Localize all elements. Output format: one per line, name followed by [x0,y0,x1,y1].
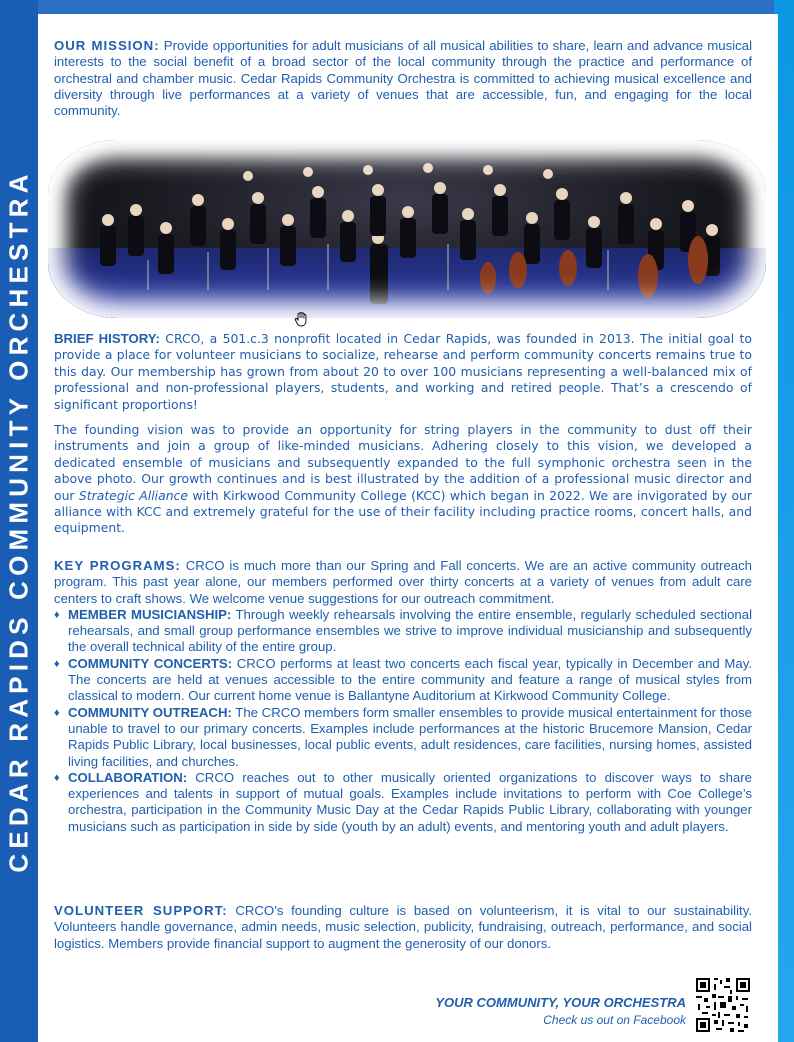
top-frame-band [0,0,794,14]
program-label: COLLABORATION: [68,769,188,785]
footer-slogan: YOUR COMMUNITY, YOUR ORCHESTRA [435,995,686,1010]
history-heading: BRIEF HISTORY: [54,331,160,346]
diamond-bullet-icon: ♦ [54,608,60,621]
list-item [54,656,752,705]
history-section [54,331,752,413]
mission-heading: OUR MISSION: [54,38,160,53]
sidebar [0,0,38,1042]
mission-section [54,38,752,119]
sidebar-title: CEDAR RAPIDS COMMUNITY ORCHESTRA [3,169,34,873]
volunteer-text: CRCO’s founding culture is based on volunteerism, it is vital to our sustainability. Volunteers handle governance, admin needs, music selection, publicity, fundraising, outreach, performance, and social logistics. Members provide financial support to augment the generosity of our donors. [54,903,752,951]
photo-vignette [48,140,766,318]
program-label: COMMUNITY CONCERTS: [68,655,233,671]
volunteer-paragraph [54,903,752,952]
program-text: CRCO reaches out to other musically oriented organizations to discover ways to share experiences and talents in support of mutual goals. Examples include invitations to perform with Coe College’s orchestra, participation in the Community Music Day at the Cedar Rapids Public Library, collaborating with younger musicians such as participation in side by side (youth by an adult) events, and mentoring youth and adult players. [68,769,752,834]
programs-heading: KEY PROGRAMS: [54,558,181,573]
programs-list [54,607,752,835]
volunteer-section [54,903,752,952]
programs-text: CRCO is much more than our Spring and Fall concerts. We are an active community outreach program. This past year alone, our members performed over thirty concerts at a variety of venues from adult care centers to craft shows. We welcome venue suggestions for our outreach commitment. [54,558,752,606]
diamond-bullet-icon: ♦ [54,771,60,784]
mission-paragraph [54,38,752,119]
vision-text-after: with Kirkwood Community College (KCC) which began in 2022. We are invigorated by our alliance with KCC and extremely grateful for the use of their facility including practice rooms, concert halls, and equipment. [54,487,752,536]
programs-section [54,558,752,835]
history-text: CRCO, a 501.c.3 nonprofit located in Cedar Rapids, was founded in 2013. The initial goal to provide a place for volunteer musicians to socialize, rehearse and perform community concerts remains true to this day. Our membership has grown from about 20 to over 100 musicians representing a well-balanced mix of professional and non-professional players, students, and working and retired people. That’s a crescendo of significant proportions! [54,331,752,412]
program-label: MEMBER MUSICIANSHIP: [68,606,232,622]
vision-section [54,422,752,537]
program-text: The CRCO members form smaller ensembles to provide musical entertainment for those unable to travel to our primary concerts. Examples include performances at the historic Brucemore Mansion, Cedar Rapids Public Library, local businesses, local public events, adult residences, care facilities, nursing homes, assisted living facilities, and churches. [68,704,752,769]
programs-intro [54,558,752,607]
history-paragraph [54,331,752,413]
qr-code-icon[interactable] [694,976,752,1034]
list-item [54,607,752,656]
list-item [54,705,752,770]
list-item [54,770,752,835]
vision-emphasis: Strategic Alliance [78,487,188,503]
program-text: Through weekly rehearsals involving the entire ensemble, regularly scheduled sectional rehearsals, and small group performance ensembles we strive to improve individual musicianship and subsequently the overall technical ability of the entire group. [68,606,752,655]
vision-text-before: The founding vision was to provide an opportunity for string players in the community to dust off their instruments and join a group of like-minded musicians. Adhering closely to this vision, we developed a dedicated ensemble of musicians and subsequently expanded to the full symphonic orchestra seen in the above photo. Our growth continues and is best illustrated by the addition of a professional music director and our [54,422,752,503]
program-label: COMMUNITY OUTREACH: [68,704,232,720]
program-text: CRCO performs at least two concerts each fiscal year, typically in December and May. The concerts are held at venues accessible to the entire community and feature a range of musical styles from classical to modern. Our current home venue is Ballantyne Auditorium at Kirkwood Community College. [68,655,752,704]
orchestra-photo [48,140,766,318]
facebook-link[interactable]: Check us out on Facebook [543,1013,686,1027]
vision-paragraph [54,422,752,537]
diamond-bullet-icon: ♦ [54,706,60,719]
hand-pointer-icon [293,311,309,327]
volunteer-heading: VOLUNTEER SUPPORT: [54,903,228,918]
mission-text: Provide opportunities for adult musicians of all musical abilities to share, learn and advance musical interests to the social benefit of a broad sector of the local community through the practice and performance of orchestral and chamber music. Cedar Rapids Community Orchestra is committed to achieving musical excellence and diversity through live performances at a variety of venues that are accessible, fun, and engaging for the local community. [54,38,752,119]
diamond-bullet-icon: ♦ [54,657,60,670]
